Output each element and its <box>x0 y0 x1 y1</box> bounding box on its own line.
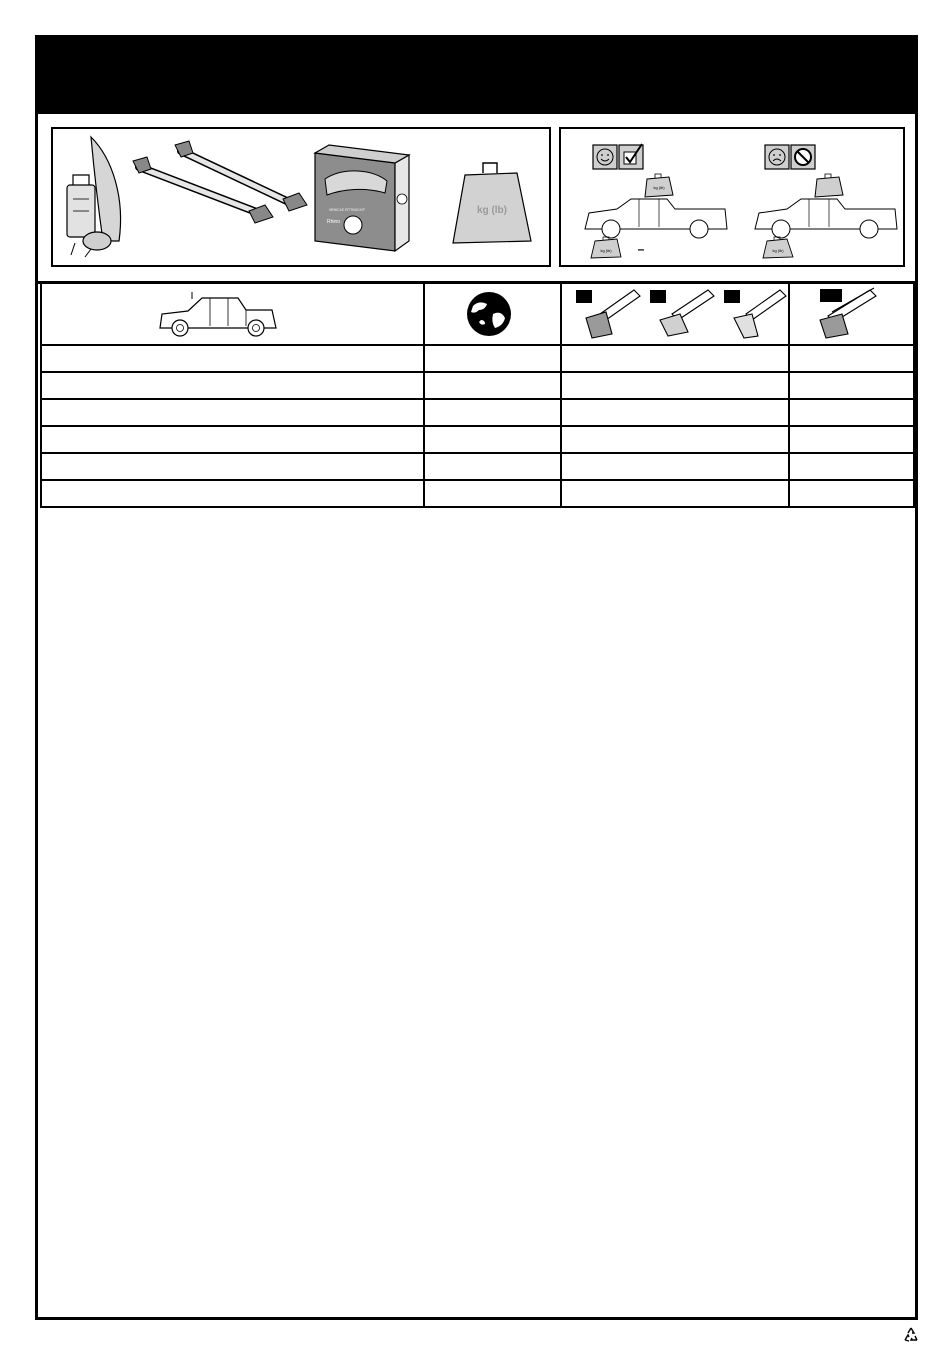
fitting-kit-box-illustration <box>315 145 409 251</box>
region-column-header <box>424 283 561 345</box>
page-frame <box>35 35 918 1320</box>
bar-type-column-header <box>561 283 789 345</box>
vehicle-cell <box>41 453 424 480</box>
vehicle-cell <box>41 399 424 426</box>
weight-label: kg (lb) <box>477 205 507 216</box>
rack-type-cell <box>789 453 914 480</box>
vehicle-column-header <box>41 283 424 345</box>
recycle-icon <box>902 1326 920 1344</box>
pickup-truck-icon <box>42 284 425 344</box>
vehicle-cell <box>41 426 424 453</box>
rack-type-cell <box>789 426 914 453</box>
table-row <box>41 480 914 507</box>
roof-rack-icon <box>790 284 915 344</box>
region-cell <box>424 426 561 453</box>
table-row <box>41 372 914 399</box>
region-cell <box>424 480 561 507</box>
fitting-table <box>40 282 915 508</box>
roof-bar-styles-icon <box>562 284 790 344</box>
roof-weight-label: kg (lb) <box>653 185 665 190</box>
luggage-illustration <box>67 137 121 257</box>
vehicle-cell <box>41 345 424 372</box>
region-cell <box>424 345 561 372</box>
pickup-with-roof-load-allowed <box>585 174 727 238</box>
bar-type-cell <box>561 372 789 399</box>
sad-face-icon <box>765 145 789 169</box>
vehicle-cell <box>41 372 424 399</box>
header-bar <box>38 38 915 114</box>
pickup-with-roof-load-not-allowed <box>755 174 897 238</box>
kit-contents-box <box>51 127 551 267</box>
bar-type-cell <box>561 399 789 426</box>
checkbox-checked-icon <box>619 144 643 169</box>
rack-type-column-header <box>789 283 914 345</box>
happy-face-icon <box>593 145 617 169</box>
table-row <box>41 453 914 480</box>
region-cell <box>424 399 561 426</box>
table-row <box>41 345 914 372</box>
bar-type-cell <box>561 426 789 453</box>
weight-icon-small <box>763 237 793 258</box>
table-header-row <box>41 283 914 345</box>
weight-icon <box>453 163 531 243</box>
rack-type-cell <box>789 372 914 399</box>
bar-type-cell <box>561 480 789 507</box>
region-cell <box>424 453 561 480</box>
table-row <box>41 399 914 426</box>
minus-sign: – <box>637 242 645 256</box>
prohibited-icon <box>791 145 815 169</box>
region-cell <box>424 372 561 399</box>
bar-type-cell <box>561 345 789 372</box>
globe-icon <box>425 284 562 344</box>
rack-type-cell <box>789 345 914 372</box>
rack-type-cell <box>789 480 914 507</box>
roof-bars-illustration <box>133 141 307 223</box>
vehicle-cell <box>41 480 424 507</box>
weight-minus-icon <box>591 237 645 258</box>
table-row <box>41 426 914 453</box>
allowed-weight-label: kg (lb) <box>600 248 612 253</box>
load-rules-box <box>559 127 905 267</box>
kit-box-caption: VEHICLE FITTING KIT <box>329 208 365 212</box>
kit-box-brand: Rhino <box>327 219 341 225</box>
bar-type-cell <box>561 453 789 480</box>
rack-type-cell <box>789 399 914 426</box>
not-allowed-weight-label: kg (lb) <box>772 248 784 253</box>
illustration-panel <box>38 114 915 284</box>
